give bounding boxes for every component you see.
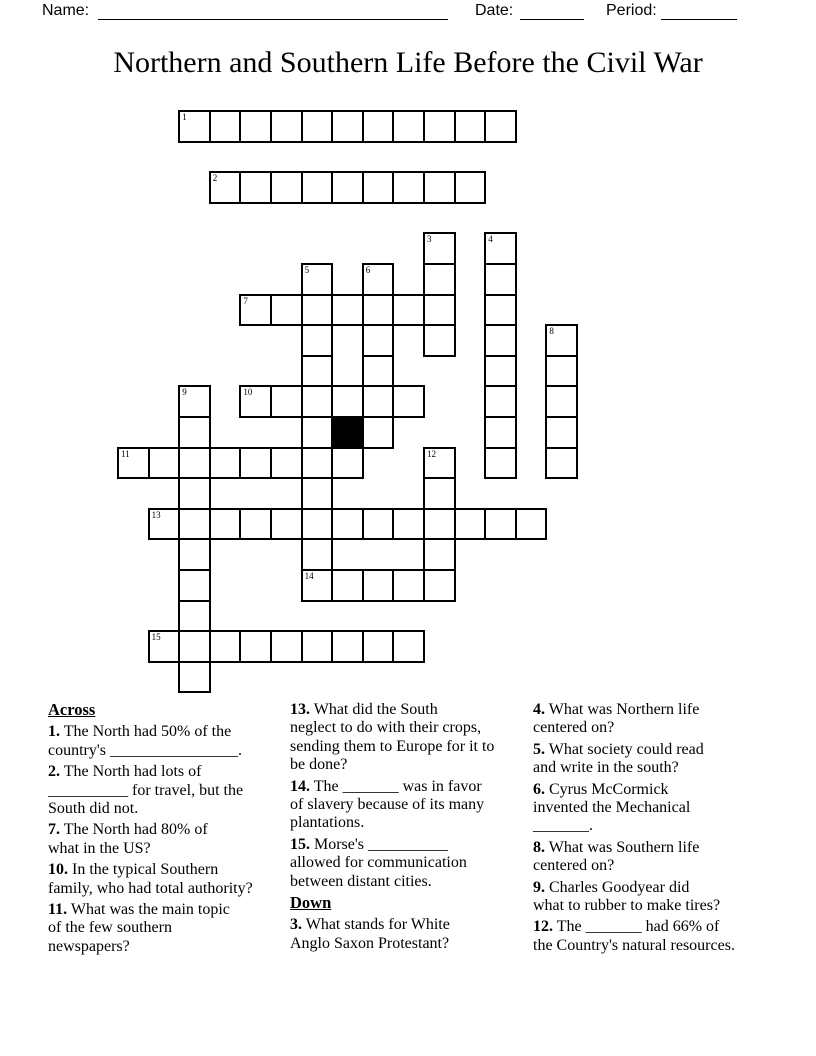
clues-column-2 <box>290 701 532 956</box>
crossword-cell[interactable] <box>484 232 517 265</box>
clue-3 <box>290 916 532 953</box>
clue-line: neglect to do with their crops, <box>290 719 482 737</box>
crossword-cell[interactable] <box>270 171 303 204</box>
crossword-cell[interactable] <box>239 447 272 480</box>
clue-line: the Country's natural resources. <box>533 936 735 954</box>
clues-column-1 <box>48 701 290 959</box>
crossword-cell[interactable] <box>545 416 578 449</box>
crossword-cell[interactable] <box>301 508 334 541</box>
down-heading: Down <box>290 893 332 913</box>
crossword-cell[interactable] <box>301 416 334 449</box>
clue-line: newspapers? <box>48 937 130 955</box>
clue-line: 8. What was Southern life <box>533 838 700 856</box>
crossword-cell[interactable] <box>392 630 425 663</box>
cell-number: 2 <box>212 173 218 184</box>
crossword-cell[interactable] <box>331 630 364 663</box>
crossword-cell[interactable] <box>301 171 334 204</box>
clue-line: 6. Cyrus McCormick <box>533 780 669 798</box>
crossword-cell[interactable] <box>209 171 242 204</box>
date-blank-line <box>520 19 584 20</box>
date-label: Date: <box>475 2 514 19</box>
crossword-cell[interactable] <box>178 477 211 510</box>
crossword-cell[interactable] <box>331 110 364 143</box>
clue-line: 12. The _______ had 66% of <box>533 918 720 936</box>
crossword-cell[interactable] <box>239 630 272 663</box>
clue-line: 3. What stands for White <box>290 916 450 934</box>
clue-12 <box>533 918 783 955</box>
clue-line: 1. The North had 50% of the <box>48 723 232 741</box>
crossword-cell[interactable] <box>423 538 456 571</box>
crossword-cell[interactable] <box>301 538 334 571</box>
clue-line: family, who had total authority? <box>48 879 253 897</box>
clue-number: 5. <box>533 740 545 758</box>
clue-13 <box>290 701 532 775</box>
crossword-cell[interactable] <box>362 324 395 357</box>
crossword-cell[interactable] <box>423 110 456 143</box>
clue-number: 13. <box>290 701 310 718</box>
clue-line: what to rubber to make tires? <box>533 897 721 915</box>
clue-line: 11. What was the main topic <box>48 901 230 919</box>
crossword-cell[interactable] <box>362 171 395 204</box>
clue-line: __________ for travel, but the <box>48 781 244 799</box>
crossword-cell[interactable] <box>454 110 487 143</box>
clue-line: 10. In the typical Southern <box>48 861 219 879</box>
clue-line: 4. What was Northern life <box>533 701 700 718</box>
clue-line: Anglo Saxon Protestant? <box>290 934 450 952</box>
crossword-cell[interactable] <box>148 630 181 663</box>
cell-number: 10 <box>243 387 253 398</box>
clue-line: plantations. <box>290 814 365 832</box>
crossword-cell[interactable] <box>239 171 272 204</box>
crossword-cell[interactable] <box>178 416 211 449</box>
crossword-cell[interactable] <box>301 569 334 602</box>
clue-15 <box>290 836 532 891</box>
crossword-cell[interactable] <box>178 538 211 571</box>
crossword-cell[interactable] <box>270 630 303 663</box>
clue-number: 8. <box>533 838 545 856</box>
clue-number: 1. <box>48 723 60 741</box>
crossword-cell[interactable] <box>178 661 211 694</box>
crossword-cell[interactable] <box>484 416 517 449</box>
crossword-cell[interactable] <box>392 171 425 204</box>
crossword-cell[interactable] <box>270 447 303 480</box>
clue-line: centered on? <box>533 857 615 875</box>
crossword-cell[interactable] <box>148 447 181 480</box>
crossword-cell[interactable] <box>239 508 272 541</box>
crossword-cell[interactable] <box>270 294 303 327</box>
crossword-cell[interactable] <box>423 569 456 602</box>
crossword-cell[interactable] <box>484 385 517 418</box>
crossword-cell[interactable] <box>301 385 334 418</box>
clue-number: 11. <box>48 901 68 919</box>
period-label: Period: <box>606 2 657 19</box>
clue-4 <box>533 701 783 738</box>
clue-7 <box>48 821 290 858</box>
clue-number: 14. <box>290 777 310 795</box>
cell-number: 13 <box>151 509 161 520</box>
cell-number: 14 <box>304 571 314 581</box>
clue-number: 10. <box>48 861 68 879</box>
crossword-cell[interactable] <box>301 477 334 510</box>
crossword-cell[interactable] <box>484 447 517 480</box>
crossword-cell[interactable] <box>331 385 364 418</box>
clue-number: 7. <box>48 821 60 839</box>
crossword-cell[interactable] <box>484 110 517 143</box>
clue-line: centered on? <box>533 719 615 737</box>
cell-number: 11 <box>121 448 130 459</box>
crossword-cell[interactable] <box>362 416 395 449</box>
crossword-cell[interactable] <box>209 110 242 143</box>
clue-number: 6. <box>533 780 545 798</box>
crossword-cell[interactable] <box>392 385 425 418</box>
crossword-cell[interactable] <box>362 263 395 296</box>
clue-number: 3. <box>290 916 302 934</box>
cell-number: 6 <box>365 265 371 275</box>
clue-line: 7. The North had 80% of <box>48 821 208 839</box>
crossword-cell[interactable] <box>239 385 272 418</box>
crossword-cell[interactable] <box>515 508 548 541</box>
name-blank-line <box>98 19 448 20</box>
clue-number: 2. <box>48 763 60 781</box>
crossword-cell[interactable] <box>209 630 242 663</box>
crossword-cell[interactable] <box>484 263 517 296</box>
clue-10 <box>48 861 290 898</box>
cell-number: 8 <box>549 326 554 337</box>
clue-line: and write in the south? <box>533 759 679 777</box>
crossword-cell[interactable] <box>270 508 303 541</box>
crossword-cell[interactable] <box>362 355 395 388</box>
cell-number: 15 <box>151 632 161 643</box>
crossword-cell[interactable] <box>484 355 517 388</box>
crossword-cell[interactable] <box>331 447 364 480</box>
clue-2 <box>48 763 290 818</box>
name-label: Name: <box>42 2 90 19</box>
across-heading: Across <box>48 700 96 719</box>
clue-11 <box>48 901 290 956</box>
crossword-cell[interactable] <box>270 110 303 143</box>
crossword-cell[interactable] <box>301 110 334 143</box>
cell-number: 7 <box>243 295 248 306</box>
crossword-cell[interactable] <box>423 508 456 541</box>
crossword-cell[interactable] <box>209 447 242 480</box>
crossword-cell[interactable] <box>178 508 211 541</box>
crossword-cell[interactable] <box>239 110 272 143</box>
crossword-cell[interactable] <box>301 294 334 327</box>
crossword-cell[interactable] <box>423 324 456 357</box>
crossword-cell[interactable] <box>331 294 364 327</box>
clue-1 <box>48 723 290 760</box>
crossword-cell[interactable] <box>178 600 211 633</box>
crossword-cell[interactable] <box>423 477 456 510</box>
crossword-cell[interactable] <box>545 447 578 480</box>
clue-line: 9. Charles Goodyear did <box>533 878 690 896</box>
crossword-cell[interactable] <box>392 508 425 541</box>
clue-line: invented the Mechanical <box>533 799 691 817</box>
cell-number: 12 <box>427 448 436 459</box>
crossword-cell[interactable] <box>331 171 364 204</box>
crossword-cell[interactable] <box>392 569 425 602</box>
crossword-cell[interactable] <box>454 508 487 541</box>
clue-number: 4. <box>533 701 545 718</box>
clue-number: 9. <box>533 878 545 896</box>
cell-number: 3 <box>427 234 432 245</box>
clue-9 <box>533 879 783 916</box>
crossword-cell[interactable] <box>423 171 456 204</box>
clue-line: 2. The North had lots of <box>48 763 202 781</box>
crossword-cell[interactable] <box>423 263 456 296</box>
clue-number: 12. <box>533 918 553 936</box>
crossword-cell[interactable] <box>331 508 364 541</box>
crossword-cell-black <box>331 416 364 449</box>
crossword-cell[interactable] <box>178 447 211 480</box>
crossword-cell[interactable] <box>362 569 395 602</box>
crossword-cell[interactable] <box>484 294 517 327</box>
crossword-cell[interactable] <box>148 508 181 541</box>
clues-column-3 <box>533 701 783 958</box>
crossword-cell[interactable] <box>301 630 334 663</box>
crossword-cell[interactable] <box>392 294 425 327</box>
cell-number: 1 <box>182 112 187 122</box>
crossword-cell[interactable] <box>117 447 150 480</box>
clue-8 <box>533 839 783 876</box>
clue-line: country's ________________. <box>48 741 242 759</box>
crossword-cell[interactable] <box>178 569 211 602</box>
crossword-cell[interactable] <box>209 508 242 541</box>
crossword-cell[interactable] <box>178 110 211 143</box>
crossword-cell[interactable] <box>178 385 211 418</box>
clue-5 <box>533 741 783 778</box>
clue-line: be done? <box>290 756 348 774</box>
clue-line: 15. Morse's __________ <box>290 835 448 853</box>
clue-line: _______. <box>533 817 593 835</box>
crossword-cell[interactable] <box>484 508 517 541</box>
cell-number: 9 <box>182 387 187 398</box>
cell-number: 4 <box>488 234 493 245</box>
period-blank-line <box>661 19 737 20</box>
crossword-cell[interactable] <box>362 110 395 143</box>
crossword-cell[interactable] <box>362 508 395 541</box>
crossword-cell[interactable] <box>484 324 517 357</box>
clue-line: allowed for communication <box>290 854 467 872</box>
crossword-cell[interactable] <box>301 263 334 296</box>
crossword-cell[interactable] <box>362 630 395 663</box>
cell-number: 5 <box>304 265 310 275</box>
crossword-cell[interactable] <box>331 569 364 602</box>
crossword-cell[interactable] <box>392 110 425 143</box>
crossword-cell[interactable] <box>423 447 456 480</box>
page-title: Northern and Southern Life Before the Civil War <box>113 46 703 79</box>
crossword-cell[interactable] <box>454 171 487 204</box>
clue-line: of slavery because of its many <box>290 796 485 814</box>
crossword-cell[interactable] <box>423 294 456 327</box>
clue-line: what in the US? <box>48 839 151 857</box>
clue-6 <box>533 781 783 836</box>
crossword-cell[interactable] <box>301 355 334 388</box>
crossword-cell[interactable] <box>545 355 578 388</box>
crossword-cell[interactable] <box>545 385 578 418</box>
crossword-cell[interactable] <box>301 447 334 480</box>
crossword-cell[interactable] <box>301 324 334 357</box>
clue-line: between distant cities. <box>290 872 432 890</box>
crossword-cell[interactable] <box>239 294 272 327</box>
clue-line: 14. The _______ was in favor <box>290 777 482 795</box>
crossword-cell[interactable] <box>362 385 395 418</box>
crossword-cell[interactable] <box>545 324 578 357</box>
clue-line: of the few southern <box>48 919 172 937</box>
clue-line: 5. What society could read <box>533 740 704 758</box>
clue-14 <box>290 778 532 833</box>
clue-number: 15. <box>290 835 310 853</box>
crossword-cell[interactable] <box>423 232 456 265</box>
crossword-cell[interactable] <box>270 385 303 418</box>
crossword-cell[interactable] <box>362 294 395 327</box>
crossword-cell[interactable] <box>178 630 211 663</box>
clue-line: sending them to Europe for it to <box>290 737 495 755</box>
clue-line: South did not. <box>48 800 139 818</box>
clue-line: 13. What did the South <box>290 701 438 718</box>
